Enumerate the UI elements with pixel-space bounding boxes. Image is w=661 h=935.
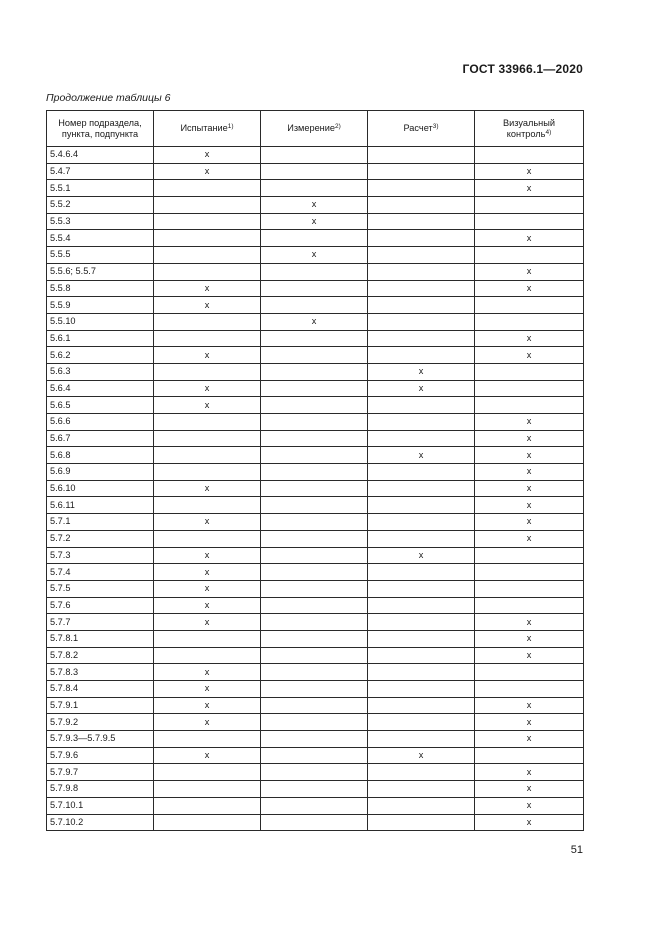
mark-cell: x: [261, 313, 368, 330]
mark-cell: [154, 247, 261, 264]
mark-cell: x: [475, 480, 584, 497]
mark-cell: [368, 597, 475, 614]
mark-cell: [261, 731, 368, 748]
mark-cell: x: [475, 347, 584, 364]
mark-cell: [261, 464, 368, 481]
mark-cell: [368, 480, 475, 497]
mark-cell: [368, 430, 475, 447]
table-row: [47, 681, 584, 698]
section-number-cell: 5.5.10: [47, 313, 154, 330]
column-header-test: [154, 111, 261, 147]
mark-cell: x: [475, 614, 584, 631]
table-row: [47, 697, 584, 714]
mark-cell: [154, 731, 261, 748]
mark-cell: x: [154, 614, 261, 631]
mark-cell: x: [475, 464, 584, 481]
mark-cell: [475, 197, 584, 214]
table-row: [47, 464, 584, 481]
table-row: [47, 731, 584, 748]
mark-cell: [261, 180, 368, 197]
table-row: [47, 280, 584, 297]
section-number-cell: 5.6.10: [47, 480, 154, 497]
mark-cell: [368, 247, 475, 264]
mark-cell: x: [154, 597, 261, 614]
table-row: [47, 363, 584, 380]
section-number-cell: 5.5.6; 5.5.7: [47, 263, 154, 280]
mark-cell: [261, 397, 368, 414]
mark-cell: [261, 480, 368, 497]
section-number-cell: 5.7.9.2: [47, 714, 154, 731]
table-body: [47, 147, 584, 831]
mark-cell: x: [475, 163, 584, 180]
mark-cell: [368, 347, 475, 364]
mark-cell: x: [475, 514, 584, 531]
mark-cell: x: [154, 664, 261, 681]
mark-cell: [154, 213, 261, 230]
mark-cell: x: [154, 697, 261, 714]
mark-cell: [261, 447, 368, 464]
section-number-cell: 5.6.4: [47, 380, 154, 397]
mark-cell: [368, 781, 475, 798]
mark-cell: [368, 530, 475, 547]
column-header-section: [47, 111, 154, 147]
table-row: [47, 263, 584, 280]
section-number-cell: 5.7.10.1: [47, 797, 154, 814]
section-number-cell: 5.7.8.1: [47, 630, 154, 647]
section-number-cell: 5.7.3: [47, 547, 154, 564]
mark-cell: x: [475, 530, 584, 547]
mark-cell: [261, 163, 368, 180]
table-row: [47, 480, 584, 497]
mark-cell: x: [154, 564, 261, 581]
mark-cell: [368, 313, 475, 330]
mark-cell: [368, 464, 475, 481]
table-row: [47, 380, 584, 397]
mark-cell: x: [475, 447, 584, 464]
mark-cell: [154, 781, 261, 798]
mark-cell: x: [154, 380, 261, 397]
mark-cell: [261, 230, 368, 247]
mark-cell: x: [261, 213, 368, 230]
mark-cell: [475, 380, 584, 397]
mark-cell: [261, 363, 368, 380]
mark-cell: x: [475, 714, 584, 731]
mark-cell: [475, 597, 584, 614]
table-row: [47, 781, 584, 798]
mark-cell: [368, 147, 475, 164]
mark-cell: [154, 764, 261, 781]
column-header-label: Визуальный контроль: [503, 117, 555, 139]
mark-cell: x: [475, 230, 584, 247]
section-number-cell: 5.7.9.7: [47, 764, 154, 781]
mark-cell: [154, 363, 261, 380]
table-row: [47, 497, 584, 514]
section-number-cell: 5.5.2: [47, 197, 154, 214]
page-number: 51: [570, 844, 583, 856]
footnote-marker: 2): [335, 123, 341, 130]
mark-cell: x: [475, 731, 584, 748]
mark-cell: x: [475, 764, 584, 781]
mark-cell: [154, 430, 261, 447]
mark-cell: [261, 530, 368, 547]
column-header-measurement: [261, 111, 368, 147]
section-number-cell: 5.7.9.6: [47, 747, 154, 764]
mark-cell: [261, 797, 368, 814]
mark-cell: x: [475, 414, 584, 431]
section-number-cell: 5.6.7: [47, 430, 154, 447]
mark-cell: [475, 147, 584, 164]
mark-cell: x: [154, 747, 261, 764]
footnote-marker: 4): [545, 128, 552, 136]
mark-cell: [261, 580, 368, 597]
mark-cell: [368, 664, 475, 681]
mark-cell: x: [368, 547, 475, 564]
section-number-cell: 5.5.8: [47, 280, 154, 297]
mark-cell: [261, 514, 368, 531]
mark-cell: [261, 330, 368, 347]
mark-cell: x: [475, 697, 584, 714]
mark-cell: [368, 630, 475, 647]
mark-cell: [475, 547, 584, 564]
mark-cell: [154, 330, 261, 347]
column-header-label: Испытание: [180, 123, 228, 133]
mark-cell: [261, 564, 368, 581]
mark-cell: [368, 397, 475, 414]
mark-cell: [368, 764, 475, 781]
table-row: [47, 814, 584, 831]
mark-cell: [368, 714, 475, 731]
mark-cell: [154, 313, 261, 330]
table-row: [47, 330, 584, 347]
table-row: [47, 180, 584, 197]
mark-cell: [154, 530, 261, 547]
mark-cell: [261, 347, 368, 364]
table-row: [47, 197, 584, 214]
mark-cell: [261, 280, 368, 297]
mark-cell: [368, 797, 475, 814]
section-number-cell: 5.7.1: [47, 514, 154, 531]
section-number-cell: 5.7.9.8: [47, 781, 154, 798]
mark-cell: [368, 263, 475, 280]
mark-cell: [368, 697, 475, 714]
section-number-cell: 5.7.9.1: [47, 697, 154, 714]
table-row: [47, 247, 584, 264]
mark-cell: [261, 497, 368, 514]
mark-cell: [475, 580, 584, 597]
mark-cell: x: [368, 747, 475, 764]
section-number-cell: 5.6.5: [47, 397, 154, 414]
section-number-cell: 5.7.10.2: [47, 814, 154, 831]
mark-cell: [368, 681, 475, 698]
section-number-cell: 5.7.8.4: [47, 681, 154, 698]
mark-cell: x: [154, 514, 261, 531]
mark-cell: [368, 163, 475, 180]
mark-cell: x: [154, 297, 261, 314]
section-number-cell: 5.7.7: [47, 614, 154, 631]
section-number-cell: 5.6.11: [47, 497, 154, 514]
mark-cell: x: [475, 630, 584, 647]
mark-cell: [368, 280, 475, 297]
section-number-cell: 5.7.8.2: [47, 647, 154, 664]
mark-cell: [368, 731, 475, 748]
mark-cell: [368, 614, 475, 631]
mark-cell: [368, 564, 475, 581]
mark-cell: [368, 814, 475, 831]
mark-cell: x: [261, 247, 368, 264]
mark-cell: [154, 263, 261, 280]
table-row: [47, 647, 584, 664]
mark-cell: [261, 764, 368, 781]
column-header-visual-control: [475, 111, 584, 147]
table-row: [47, 313, 584, 330]
mark-cell: [154, 814, 261, 831]
mark-cell: [475, 297, 584, 314]
table-row: [47, 147, 584, 164]
table-row: [47, 230, 584, 247]
mark-cell: [368, 514, 475, 531]
mark-cell: [475, 247, 584, 264]
mark-cell: [368, 180, 475, 197]
section-number-cell: 5.5.4: [47, 230, 154, 247]
section-number-cell: 5.5.9: [47, 297, 154, 314]
section-number-cell: 5.6.9: [47, 464, 154, 481]
mark-cell: x: [475, 647, 584, 664]
mark-cell: x: [368, 447, 475, 464]
mark-cell: [154, 797, 261, 814]
section-number-cell: 5.4.7: [47, 163, 154, 180]
table-row: [47, 630, 584, 647]
table-row: [47, 597, 584, 614]
mark-cell: [261, 681, 368, 698]
mark-cell: x: [154, 163, 261, 180]
mark-cell: [261, 263, 368, 280]
mark-cell: [368, 330, 475, 347]
mark-cell: [261, 814, 368, 831]
mark-cell: [368, 414, 475, 431]
table-row: [47, 163, 584, 180]
section-number-cell: 5.5.1: [47, 180, 154, 197]
mark-cell: [154, 180, 261, 197]
mark-cell: [368, 230, 475, 247]
mark-cell: [475, 213, 584, 230]
table-row: [47, 714, 584, 731]
mark-cell: [261, 664, 368, 681]
mark-cell: [475, 681, 584, 698]
mark-cell: x: [475, 814, 584, 831]
mark-cell: [475, 564, 584, 581]
mark-cell: x: [154, 681, 261, 698]
section-number-cell: 5.7.4: [47, 564, 154, 581]
section-number-cell: 5.7.2: [47, 530, 154, 547]
section-number-cell: 5.7.6: [47, 597, 154, 614]
table-row: [47, 447, 584, 464]
mark-cell: x: [368, 363, 475, 380]
mark-cell: [368, 580, 475, 597]
mark-cell: x: [475, 180, 584, 197]
table-row: [47, 297, 584, 314]
section-number-cell: 5.7.8.3: [47, 664, 154, 681]
table-row: [47, 614, 584, 631]
table-row: [47, 514, 584, 531]
table-row: [47, 580, 584, 597]
mark-cell: [261, 547, 368, 564]
mark-cell: [154, 497, 261, 514]
table-row: [47, 397, 584, 414]
table-row: [47, 747, 584, 764]
table-row: [47, 664, 584, 681]
mark-cell: [261, 430, 368, 447]
mark-cell: [475, 363, 584, 380]
mark-cell: [261, 714, 368, 731]
mark-cell: [368, 647, 475, 664]
section-number-cell: 5.6.2: [47, 347, 154, 364]
mark-cell: x: [475, 280, 584, 297]
mark-cell: [475, 313, 584, 330]
section-number-cell: 5.6.1: [47, 330, 154, 347]
mark-cell: [154, 414, 261, 431]
mark-cell: x: [154, 480, 261, 497]
footnote-marker: 1): [227, 123, 234, 130]
mark-cell: [154, 647, 261, 664]
mark-cell: [261, 597, 368, 614]
table-row: [47, 347, 584, 364]
table-row: [47, 797, 584, 814]
mark-cell: [261, 747, 368, 764]
mark-cell: x: [154, 547, 261, 564]
section-number-cell: 5.5.3: [47, 213, 154, 230]
mark-cell: [368, 297, 475, 314]
mark-cell: x: [154, 147, 261, 164]
column-header-label: Номер подраздела, пункта, подпункта: [58, 117, 142, 139]
mark-cell: [475, 397, 584, 414]
mark-cell: [261, 630, 368, 647]
mark-cell: [261, 781, 368, 798]
mark-cell: x: [154, 397, 261, 414]
column-header-label: Расчет: [403, 123, 433, 133]
table-row: [47, 564, 584, 581]
table-row: [47, 530, 584, 547]
mark-cell: [154, 447, 261, 464]
mark-cell: [261, 697, 368, 714]
mark-cell: [261, 414, 368, 431]
footnote-marker: 3): [432, 123, 439, 130]
mark-cell: [261, 297, 368, 314]
requirements-table: [46, 110, 584, 831]
mark-cell: [475, 747, 584, 764]
table-header-row: [47, 111, 584, 147]
table-row: [47, 547, 584, 564]
mark-cell: [368, 497, 475, 514]
section-number-cell: 5.6.8: [47, 447, 154, 464]
mark-cell: x: [475, 263, 584, 280]
mark-cell: [368, 213, 475, 230]
section-number-cell: 5.6.6: [47, 414, 154, 431]
mark-cell: x: [154, 580, 261, 597]
column-header-label: Измерение: [287, 123, 335, 133]
mark-cell: x: [154, 280, 261, 297]
table-row: [47, 414, 584, 431]
mark-cell: x: [475, 781, 584, 798]
mark-cell: [261, 647, 368, 664]
mark-cell: x: [261, 197, 368, 214]
mark-cell: x: [368, 380, 475, 397]
table-row: [47, 430, 584, 447]
mark-cell: [475, 664, 584, 681]
section-number-cell: 5.4.6.4: [47, 147, 154, 164]
column-header-calculation: [368, 111, 475, 147]
mark-cell: x: [475, 797, 584, 814]
mark-cell: [154, 197, 261, 214]
section-number-cell: 5.7.9.3—5.7.9.5: [47, 731, 154, 748]
mark-cell: [261, 380, 368, 397]
mark-cell: [154, 630, 261, 647]
section-number-cell: 5.7.5: [47, 580, 154, 597]
mark-cell: x: [154, 714, 261, 731]
table-row: [47, 764, 584, 781]
section-number-cell: 5.6.3: [47, 363, 154, 380]
mark-cell: x: [154, 347, 261, 364]
table-row: [47, 213, 584, 230]
mark-cell: [261, 147, 368, 164]
document-id: ГОСТ 33966.1—2020: [462, 62, 583, 76]
table-caption: Продолжение таблицы 6: [46, 92, 171, 104]
mark-cell: [261, 614, 368, 631]
mark-cell: x: [475, 330, 584, 347]
mark-cell: [368, 197, 475, 214]
mark-cell: [154, 464, 261, 481]
mark-cell: x: [475, 430, 584, 447]
section-number-cell: 5.5.5: [47, 247, 154, 264]
mark-cell: [154, 230, 261, 247]
mark-cell: x: [475, 497, 584, 514]
